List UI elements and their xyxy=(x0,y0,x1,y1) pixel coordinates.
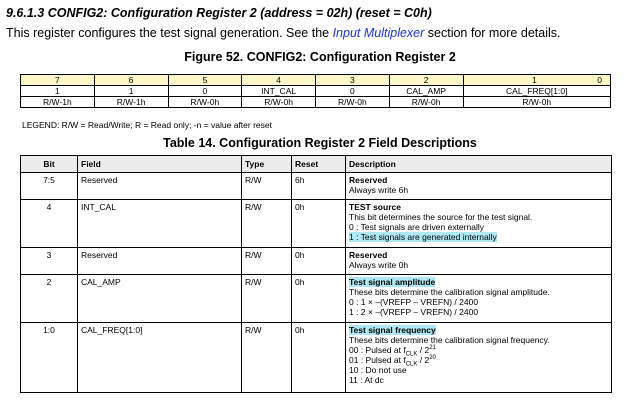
figure-caption: Figure 52. CONFIG2: Configuration Register 2 xyxy=(184,50,456,64)
cell-field: Reserved xyxy=(78,248,242,275)
intro-text-before: This register configures the test signal generation. See the xyxy=(6,26,333,40)
description-title: Reserved xyxy=(349,250,388,260)
description-line: Always write 6h xyxy=(349,185,409,195)
description-line: 0 : Test signals are driven externally xyxy=(349,222,484,232)
register-field: 0 xyxy=(168,86,242,97)
register-access: R/W-1h xyxy=(94,97,168,108)
cell-reset: 0h xyxy=(292,248,346,275)
cell-description xyxy=(346,248,612,275)
column-header-field: Field xyxy=(78,156,242,173)
cell-bit: 3 xyxy=(21,248,78,275)
register-field: 0 xyxy=(316,86,390,97)
cell-reset: 6h xyxy=(292,173,346,200)
description-title-highlighted: Test signal frequency xyxy=(349,325,436,335)
cell-description xyxy=(346,200,612,248)
description-line: 1 : 2 × –(VREFP – VREFN) / 2400 xyxy=(349,307,479,317)
table-row xyxy=(21,173,612,200)
register-map xyxy=(20,74,611,108)
cell-field: Reserved xyxy=(78,173,242,200)
table-caption: Table 14. Configuration Register 2 Field Descriptions xyxy=(163,136,477,150)
table-row xyxy=(21,200,612,248)
description-line: These bits determine the calibration signal amplitude. xyxy=(349,287,550,297)
column-header-type: Type xyxy=(242,156,292,173)
register-field: 1 xyxy=(94,86,168,97)
table-row xyxy=(21,248,612,275)
frequency-option: 11 : At dc xyxy=(349,375,384,385)
table-row xyxy=(21,323,612,393)
cell-reset: 0h xyxy=(292,323,346,393)
section-heading: 9.6.1.3 CONFIG2: Configuration Register 2 (address = 02h) (reset = C0h) xyxy=(6,6,432,20)
description-line: This bit determines the source for the test signal. xyxy=(349,212,533,222)
field-descriptions-table xyxy=(20,155,612,393)
cell-field: CAL_FREQ[1:0] xyxy=(78,323,242,393)
bit-number: 5 xyxy=(168,75,242,86)
bit-number-pair xyxy=(463,75,611,86)
intro-text-after: section for more details. xyxy=(424,26,561,40)
description-line: 0 : 1 × –(VREFP – VREFN) / 2400 xyxy=(349,297,479,307)
table-row xyxy=(21,275,612,323)
cell-reset: 0h xyxy=(292,200,346,248)
register-access: R/W-0h xyxy=(242,97,316,108)
cell-description xyxy=(346,275,612,323)
cell-bit: 2 xyxy=(21,275,78,323)
register-field: CAL_FREQ[1:0] xyxy=(463,86,611,97)
register-access: R/W-0h xyxy=(316,97,390,108)
register-access: R/W-0h xyxy=(463,97,611,108)
bit-number: 0 xyxy=(597,74,602,85)
frequency-option: 10 : Do not use xyxy=(349,365,407,375)
column-header-reset: Reset xyxy=(292,156,346,173)
cell-bit: 1:0 xyxy=(21,323,78,393)
cell-type: R/W xyxy=(242,200,292,248)
frequency-option: 01 : Pulsed at $f_{CLK} / 2^{20}$ xyxy=(349,355,436,368)
register-access-row xyxy=(21,97,611,108)
register-field-row xyxy=(21,86,611,97)
description-line: These bits determine the calibration signal frequency. xyxy=(349,335,550,345)
register-access: R/W-0h xyxy=(168,97,242,108)
cell-type: R/W xyxy=(242,173,292,200)
table-header-row xyxy=(21,156,612,173)
cell-field: INT_CAL xyxy=(78,200,242,248)
register-field: CAL_AMP xyxy=(389,86,463,97)
register-bit-row xyxy=(21,75,611,86)
bit-number: 3 xyxy=(316,75,390,86)
description-title: TEST source xyxy=(349,202,401,212)
cell-description xyxy=(346,323,612,393)
frequency-option: 00 : Pulsed at $f_{CLK} / 2^{21}$ xyxy=(349,345,436,358)
input-multiplexer-link[interactable]: Input Multiplexer xyxy=(332,26,425,40)
register-access: R/W-0h xyxy=(389,97,463,108)
cell-reset: 0h xyxy=(292,275,346,323)
description-title: Reserved xyxy=(349,175,388,185)
cell-bit: 4 xyxy=(21,200,78,248)
cell-bit: 7:5 xyxy=(21,173,78,200)
cell-type: R/W xyxy=(242,248,292,275)
register-field: 1 xyxy=(21,86,95,97)
cell-type: R/W xyxy=(242,323,292,393)
column-header-description: Description xyxy=(346,156,612,173)
cell-description xyxy=(346,173,612,200)
bit-number: 1 xyxy=(532,74,537,85)
description-line: Always write 0h xyxy=(349,260,409,270)
cell-field: CAL_AMP xyxy=(78,275,242,323)
intro-paragraph xyxy=(6,26,560,40)
description-title-highlighted: Test signal amplitude xyxy=(349,277,436,287)
bit-number: 4 xyxy=(242,75,316,86)
bit-number: 7 xyxy=(21,75,95,86)
register-access: R/W-1h xyxy=(21,97,95,108)
column-header-bit: Bit xyxy=(21,156,78,173)
register-legend: LEGEND: R/W = Read/Write; R = Read only; -n = value after reset xyxy=(22,120,272,130)
cell-type: R/W xyxy=(242,275,292,323)
description-line-highlighted: 1 : Test signals are generated internally xyxy=(349,232,497,242)
bit-number: 2 xyxy=(389,75,463,86)
register-field: INT_CAL xyxy=(242,86,316,97)
bit-number: 6 xyxy=(94,75,168,86)
